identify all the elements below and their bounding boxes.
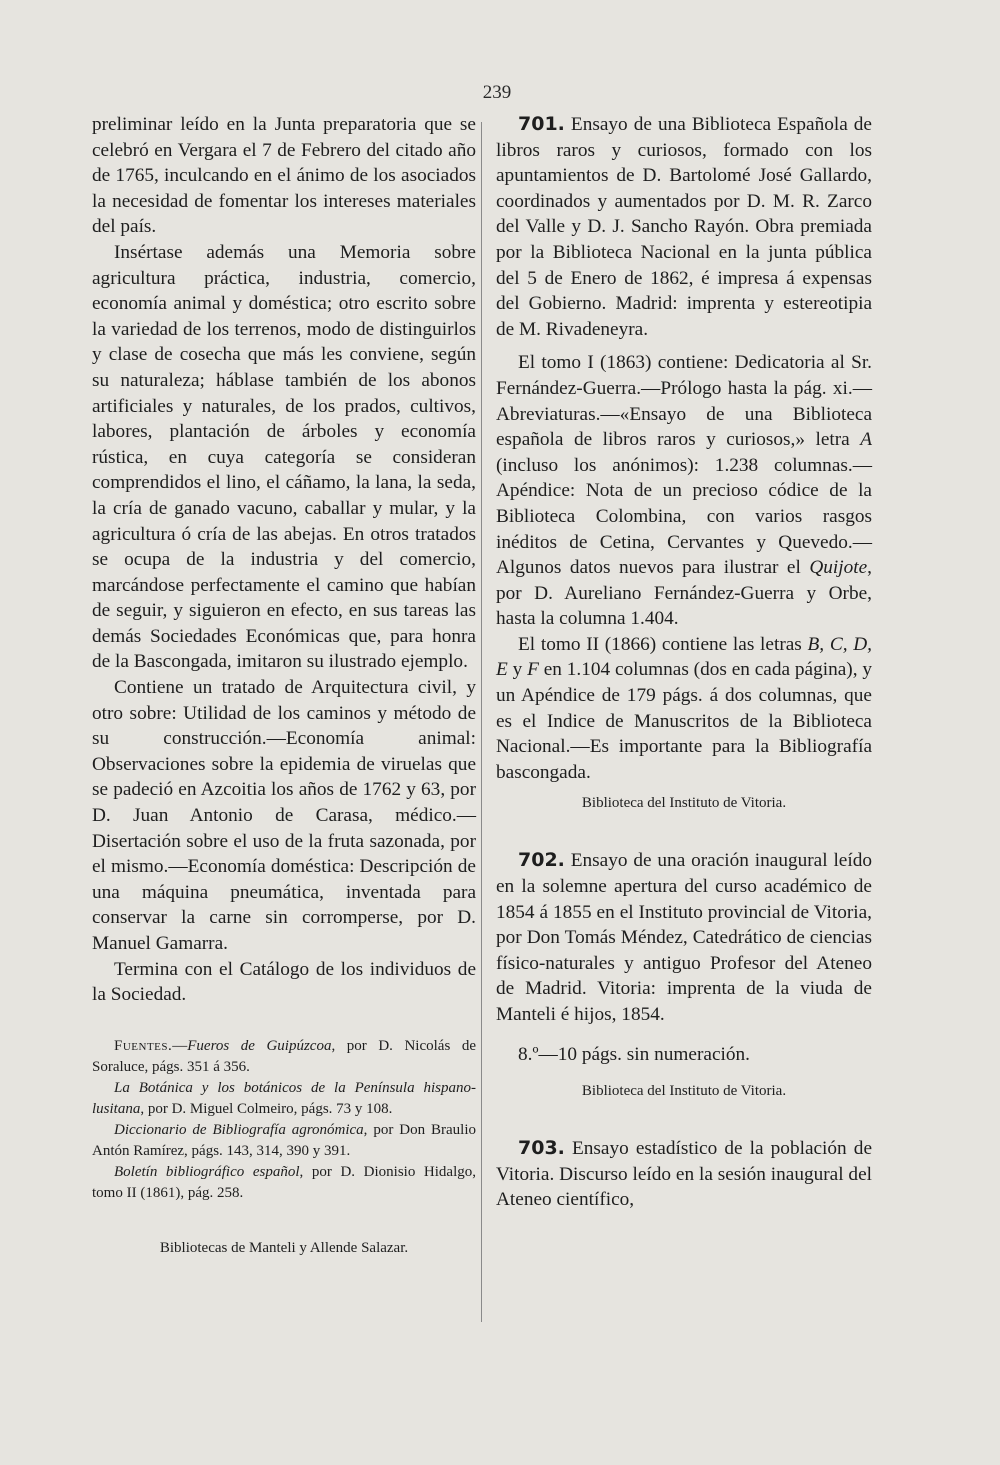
entry-701-heading	[496, 112, 872, 342]
spacer	[496, 1102, 872, 1136]
entry-number: 701.	[518, 113, 565, 135]
italic-letters: B, C, D, E	[496, 633, 872, 681]
entry-702-note: 8.º—10 págs. sin numeración.	[518, 1043, 750, 1065]
text-run: en 1.104 columnas (dos en cada página), y un Apéndice de 179 págs. á dos columnas, que es el Indice de Manuscritos de la Biblioteca Nacional.—Es importante para la Bibliografía bascongada.	[496, 659, 872, 783]
library-note: Biblioteca del Instituto de Vitoria.	[581, 795, 787, 812]
footnote	[92, 1120, 476, 1162]
text-run: El tomo II (1866) contiene las letras	[518, 633, 808, 655]
left-column	[92, 112, 476, 1259]
paragraph: preliminar leído en la Junta preparatoria que se celebró en Vergara el 7 de Febrero del citado año de 1765, inculcando en el ánimo de los asociados la necesidad de fomentar los intereses materiales del país.	[92, 114, 476, 238]
text-run: , por D. Aureliano Fernández-Guerra y Orbe, hasta la columna 1.404.	[496, 557, 872, 630]
source-detail: , por D. Nicolás de Soraluce, págs. 351 á 356.	[92, 1037, 476, 1075]
spacer	[496, 785, 872, 793]
entry-title: Ensayo de una oración inaugural leído en la solemne apertura del curso académico de 1854 á 1855 en el Instituto provincial de Vitoria, por Don Tomás Méndez, Catedrático de ciencias físico-naturales y antiguo Profesor del Ateneo de Madrid. Vitoria: imprenta de la viuda de Manteli é hijos, 1854.	[496, 850, 872, 1025]
source-detail: , por Don Braulio Antón Ramírez, págs. 143, 314, 390 y 391.	[92, 1121, 476, 1159]
library-note: Bibliotecas de Manteli y Allende Salazar.	[159, 1239, 409, 1256]
footnote	[92, 1078, 476, 1120]
source-title: Boletín bibliográfico español	[114, 1163, 300, 1180]
paragraph: Contiene un tratado de Arquitectura civil, y otro sobre: Utilidad de los caminos y método de su construcción.—Economía animal: Observaciones sobre la epidemia de viruelas que se padeció en Azcoitia los años de 1762 y 63, por D. Juan Antonio de Carasa, médico.—Disertación sobre el uso de la fruta sazonada, por el mismo.—Economía doméstica: Descripción de una máquina pneumática, inventada para conservar la carne sin corromperse, por D. Manuel Gamarra.	[92, 677, 476, 954]
source-title: Fueros de Guipúzcoa	[187, 1037, 332, 1054]
entry-number: 703.	[518, 1137, 565, 1160]
source-title: Diccionario de Bibliografía agronómica	[114, 1121, 364, 1138]
spacer	[92, 1204, 476, 1238]
spacer	[496, 1028, 872, 1042]
page-number: 239	[482, 82, 512, 103]
text-run: y	[507, 659, 528, 681]
source-detail: , por D. Miguel Colmeiro, págs. 73 y 108.	[140, 1100, 393, 1117]
entry-title: Ensayo de una Biblioteca Española de libros raros y curiosos, formado con los apuntamientos de D. Bartolomé José Gallardo, coordinados y aumentados por D. M. R. Zarco del Valle y D. J. Sancho Rayón. Obra premiada por la Biblioteca Nacional en la junta pública del 5 de Enero de 1862, é impresa á expensas del Gobierno. Madrid: imprenta y estereotipia de M. Rivadeneyra.	[496, 114, 872, 340]
footnote: Fuentes.—Fueros de Guipúzcoa, por D. Nicolás de Soraluce, págs. 351 á 356.	[92, 1037, 476, 1075]
italic-title: Quijote	[809, 557, 868, 579]
source-detail: , por D. Dionisio Hidalgo, tomo II (1861), pág. 258.	[92, 1163, 477, 1201]
source-title: La Botánica y los botánicos de la Península hispano-lusitana	[92, 1079, 476, 1117]
spacer	[496, 342, 872, 350]
right-column	[496, 112, 872, 1213]
paragraph: Termina con el Catálogo de los individuos de la Sociedad.	[92, 958, 476, 1006]
sources-label: Fuentes.	[114, 1037, 173, 1054]
text-run: (incluso los anónimos): 1.238 columnas.—Apéndice: Nota de un precioso códice de la Biblioteca Colombina, con varios rasgos inéditos de Cetina, Cervantes y Quevedo.—Algunos datos nuevos para ilustrar el	[496, 454, 872, 579]
footnote	[92, 1162, 476, 1204]
paragraph: Insértase además una Memoria sobre agricultura práctica, industria, comercio, economía animal y doméstica; otro escrito sobre la variedad de los terrenos, modo de distinguirlos y clase de cosecha que más les conviene, según su naturaleza; háblase también de los abonos artificiales y naturales, de los prados, cultivos, labores, plantación de árboles y economía rústica, en cuya categoría se consideran comprendidos el lino, el cáñamo, la lana, la seda, la cría de ganado vacuno, caballar y mular, y la agricultura ó cría de las abejas. En otros tratados se ocupa de la industria y del comercio, marcándose perfectamente el camino que habían de seguir, y siguieron en efecto, en sus tareas las demás Sociedades Económicas que, para honra de la Bascongada, imitaron su ilustrado ejemplo.	[92, 241, 476, 673]
entry-701-description	[496, 350, 872, 632]
column-divider	[481, 122, 482, 1322]
text-run: El tomo I (1863) contiene: Dedicatoria al Sr. Fernández-Guerra.—Prólogo hasta la pág. xi.—Abreviaturas.—«Ensayo de una Biblioteca española de libros raros y curiosos,» letra	[496, 352, 872, 451]
spacer	[496, 1067, 872, 1081]
entry-703-heading	[496, 1136, 872, 1213]
entry-number: 702.	[518, 849, 565, 872]
entry-701-description	[496, 632, 872, 786]
entry-title: Ensayo estadístico de la población de Vitoria. Discurso leído en la sesión inaugural del Ateneo científico,	[496, 1138, 872, 1211]
spacer	[496, 814, 872, 848]
sources-footnotes	[92, 1036, 476, 1204]
italic-letter: F	[527, 659, 539, 681]
library-note: Biblioteca del Instituto de Vitoria.	[581, 1083, 787, 1100]
entry-702-heading	[496, 848, 872, 1027]
italic-letter: A	[860, 429, 872, 451]
